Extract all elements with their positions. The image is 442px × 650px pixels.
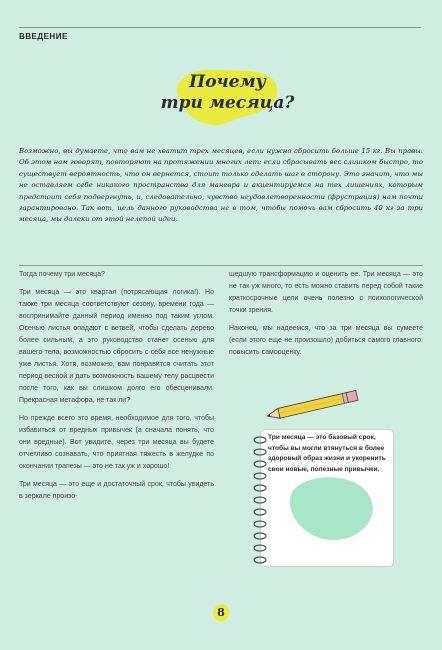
right-paragraph-2: Наконец, мы надеемся, что за три месяца вы сумеете (если этого еще не произошло) добиться самого главного: повысить самооценку. (229, 325, 423, 356)
page-number: 8 (217, 606, 225, 619)
left-paragraph-3: Но прежде всего это время, необходимое для того, чтобы избавиться от вредных привычек (а сначала понять, что они вредные). Вот увидите, через три месяца вы будете отчетливо сознавать, что приятная тяжесть в желудке по окончании трапезы — это не так уж и хорошо! (19, 415, 214, 470)
left-paragraph-1: Тогда почему три месяца? (19, 271, 105, 278)
section-label: ВВЕДЕНИЕ (19, 32, 68, 41)
left-column (19, 269, 214, 509)
title-line-2: три месяца? (160, 93, 295, 113)
title-line-1: Почему (189, 72, 266, 92)
note-highlight-blob (282, 474, 382, 544)
left-paragraph-4: Три месяца — это еще и достаточный срок, чтобы увидеть в зеркале произо- (19, 481, 214, 500)
header-rule (19, 27, 421, 28)
pencil-icon (260, 390, 370, 420)
right-paragraph-1: шедшую трансформацию и оценить ее. Три месяца — это не так уж много, то есть можно ставить перед собой такие краткосрочные цели очень полезно с психологической точки зрения. (229, 271, 423, 314)
right-column (229, 269, 423, 365)
note-text-content: Три месяца — это базовый срок, чтобы вы могли втянуться в более здоровый образ жизни и укоренить свои новые, полезные привычки. (268, 434, 386, 473)
intro-divider (19, 265, 423, 266)
intro-paragraph: Возможно, вы думаете, что вам не хватит трех месяцев, если нужно сбросить больше 15 кг. Вы правы. Об этом нам говорят, повторяют на протяжении многих лет: если сбрасывать вес слишком быстро, то существует вероятность, что он вернется, стоит только сделать шаг в сторону. Это значит, что мы не оставляем себе никакого пространства для маневра и акцентируемся на тех лишениях, которым предстоит себя подвергнуть, и, следовательно, чувство неудовлетворенности (фрустрация) нам почти гарантировано. Так вот, цель данного руководства не в том, чтобы помочь вам сбросить 40 кг за три месяца, мы далеки от этой нелепой идеи. (19, 147, 423, 224)
page-title (140, 72, 315, 114)
left-paragraph-2: Три месяца — это квартал (потрясающая логика!). Но также три месяца соответствуют сезону, времени года — воспринимайте данный период именно под таким углом. Осенью листья опадают с ветвей, чтобы сделать дерево более сильным, а это руководство станет осенью для вашего тела, возможностью сбросить с себя все ненужные уже листья. Хотя, возможно, вам понравится считать этот период весной и дать возможность вашему телу расцвести после того, как вы слишком долго его обесценивали. Прекрасная метафора, не так ли? (19, 289, 214, 404)
note-text (268, 433, 388, 475)
notebook-spiral-icon (251, 434, 269, 564)
